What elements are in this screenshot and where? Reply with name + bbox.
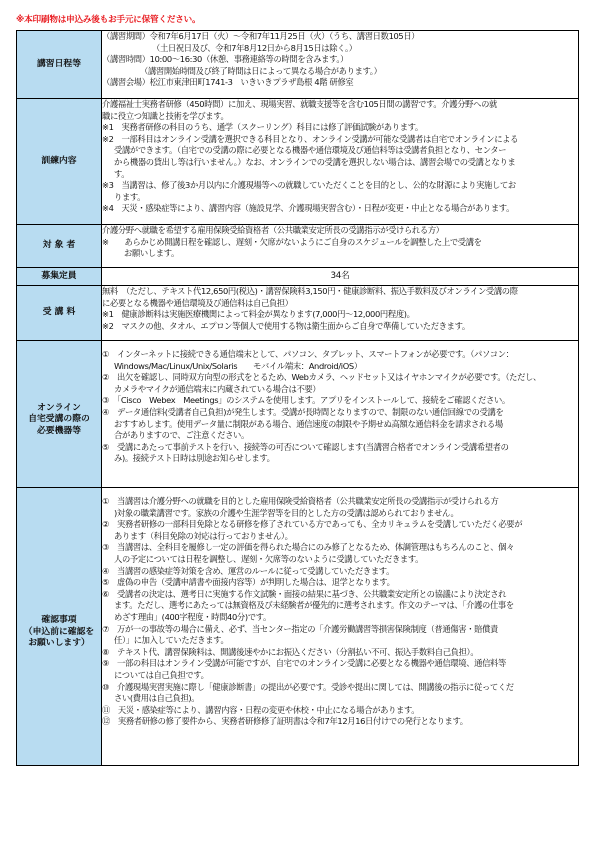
online-line: ④ データ通信料(受講者自己負担)が発生します。受講が長時間となりますので、制限のない通信回線での受講を (102, 406, 504, 417)
row-confirmation (17, 488, 579, 766)
content-line: す。 (114, 168, 130, 179)
confirm-line: 任）」に加入していただきます。 (114, 635, 229, 646)
online-line: み)。接続テスト日時は別途お知らせします。 (114, 453, 275, 464)
target-line: ※ あらかじめ開講日程を確認し、遅刻・欠席がないようにご自身のスケジュールを調整した上で受講を (102, 236, 482, 247)
row-body-fee (102, 286, 579, 341)
confirm-line: さい(費用は自己負担)。 (114, 693, 200, 704)
confirm-line: ② 実務者研修の一部科目免除となる研修を修了されている方であっても、全カリキュラムを受講していただく必要が (102, 519, 523, 530)
row-target (17, 225, 579, 268)
confirm-line: ③ 当講習は、全科目を履修し一定の評価を得られた場合にのみ修了となるため、体調管理はもちろんのこと、個々 (102, 542, 515, 553)
schedule-line: （講習期間）令和7年6月17日（火）～令和7年11月25日（火）（うち、講習日数105日） (102, 31, 420, 41)
schedule-line: （講習開始時間及び終了時間は日によって異なる場合があります。） (140, 65, 382, 76)
confirm-line: ⑪ 天災・感染症等により、講習内容・日程の変更や休校・中止になる場合があります。 (102, 704, 420, 715)
online-line: カメラやマイクが通信端末に内蔵されている場合は不要） (114, 383, 321, 394)
row-body-schedule (102, 31, 579, 99)
confirm-line: )対象の職業講習です。家族の介護や生涯学習等を目的とした方の受講は認められておりません。 (114, 507, 459, 518)
fee-line: ※1 健康診断料は実施医療機関によって料金が異なります(7,000円～12,000円程度)。 (102, 309, 415, 320)
content-line: ※4 天災・感染症等により、講習内容（施設見学、介護現場実習含む）・日程が変更・中止となる場合があります。 (102, 203, 515, 214)
row-head-fee: 受 講 料 (17, 286, 102, 341)
confirm-line: ⑥ 受講者の決定は、選考日に実施する作文試験・面接の結果に基づき、公共職業安定所との協議により決定され (102, 588, 507, 599)
confirmation-head-line: 確認事項 （申込前に確認を お願いします） (23, 615, 95, 648)
course-info-table (16, 30, 579, 766)
content-line: 職に役立つ知識と技術を学びます。 (102, 110, 229, 121)
online-line: ③ 「Cisco Webex Meetings」のシステムを使用します。アプリをインストールして、接続をご確認ください。 (102, 395, 510, 406)
fee-line: に必要となる機器や通信環境及び通信料は自己負担） (102, 297, 293, 308)
content-line: ※1 実務者研修の科目のうち、通学（スクーリング）科目には修了評価試験があります。 (102, 122, 423, 133)
confirm-line: ① 当講習は介護分野への就職を目的とした雇用保険受給資格者（公共職業安定所長の受講指示が受けられる方 (102, 496, 499, 506)
schedule-line: （土日祝日及び、令和7年8月12日から8月15日は除く。） (152, 42, 357, 53)
online-head-line: オンライン 自宅受講の際の 必要機器等 (28, 402, 90, 436)
confirm-line: ⑩ 介護現場実習実施に際し「健康診断書」の提出が必要です。受診や提出に関しては、開講後の指示に従ってくだ (102, 681, 514, 692)
row-training-content (17, 99, 579, 225)
confirm-line: 人の予定については日程を調整し、遅刻・欠席等のないように受講していただきます。 (114, 553, 424, 564)
row-head-confirmation (17, 488, 102, 766)
online-line: ① インターネットに接続できる通信端末として、パソコン、タブレット、スマートフォンが必要です。（パソコン： (102, 349, 514, 359)
online-line: ⑤ 受講にあたって事前テストを行い、接続等の可否について確認します(当講習合格者でオンライン受講希望者の (102, 441, 509, 452)
schedule-line: （講習会場）松江市東津田町1741-3 いきいきプラザ島根 4階 研修室 (102, 77, 354, 88)
row-fee (17, 286, 579, 341)
row-schedule (17, 31, 579, 99)
confirm-line: ⑦ 万が一の事故等の場合に備え、必ず、当センター指定の「介護労働講習等損害保険制度（普通傷害・賠償責 (102, 623, 498, 634)
target-line: お願いします。 (124, 248, 179, 259)
confirm-line: ます。ただし、選考にあたっては無資格及び未経験者が優先的に選考されます。作文のテーマは、「介護の仕事を (114, 600, 514, 611)
content-line: から機器の貸出し等は行いません。）なお、オンラインでの受講を選択しない場合は、講習会場での受講となりま (114, 156, 516, 167)
row-body-training-content (102, 99, 579, 225)
row-body-capacity (102, 268, 579, 286)
row-capacity (17, 268, 579, 286)
online-line: ② 出欠を確認し、同時双方向型の形式をとるため、Webカメラ、ヘッドセット又はイヤホンマイクが必要です。（ただし、 (102, 372, 541, 383)
confirm-line: ⑫ 実務者研修の修了要件から、実務者研修修了証明書は令和7年12月16日付けでの発行となります。 (102, 716, 468, 727)
content-line: ります。 (114, 191, 146, 202)
online-line: 合がありますので、ご注意ください。 (114, 430, 249, 441)
content-line: ※3 当講習は、修了後3か月以内に介護現場等への就職していただくことを目的とし、公的な財源により実施してお (102, 180, 516, 191)
row-head-training-content: 訓練内容 (17, 99, 102, 225)
row-head-schedule: 講習日程等 (17, 31, 102, 99)
row-body-target (102, 225, 579, 268)
target-line: 介護分野へ就職を希望する雇用保険受給資格者（公共職業安定所長の受講指示が受けられる方） (102, 225, 444, 235)
fee-line: ※2 マスクの他、タオル、エプロン等個人で使用する物は衛生面からご自身で準備していただきます。 (102, 320, 470, 331)
row-head-capacity: 募集定員 (17, 268, 102, 286)
confirm-line: ⑤ 虚偽の申告（受講申請書や面接内容等）が判明した場合は、退学となります。 (102, 577, 395, 588)
row-head-target: 対 象 者 (17, 225, 102, 268)
content-line: ※2 一部科目はオンライン受講を選択できる科目となり、オンライン受講が可能な受講者は自宅でオンラインによる (102, 133, 519, 144)
confirm-line: あります（科目免除の対応は行っておりません）。 (114, 530, 293, 541)
confirm-line: ⑨ 一部の科目はオンライン受講が可能ですが、自宅でのオンライン受講に必要となる機器や通信環境、通信料等 (102, 658, 506, 669)
row-head-online-equipment (17, 341, 102, 488)
row-online-equipment (17, 341, 579, 488)
retention-notice: ※本印刷物は申込み後もお手元に保管ください。 (16, 15, 201, 25)
confirm-line: ⑧ テキスト代、講習保険料は、開講後速やかにお振込ください（分割払い不可、振込手数料自己負担）。 (102, 646, 479, 657)
content-line: 受講ができます。（自宅での受講の際に必要となる機器や通信環境及び通信料等は受講者負担となり、センター (114, 145, 507, 156)
online-line: おすすめします。使用データ量に制限がある場合、通信速度の制限や予期せぬ高額な通信料金を請求される場 (114, 418, 503, 429)
capacity-value: 34名 (330, 271, 350, 282)
confirm-line: については自己負担です。 (114, 669, 209, 680)
row-body-online-equipment (102, 341, 579, 488)
schedule-line: （講習時間）10:00～16:30（休憩、事務連絡等の時間を含みます。） (102, 54, 349, 65)
row-body-confirmation (102, 488, 579, 766)
fee-line: 無料 （ただし、テキスト代12,650円(税込)・講習保険料3,150円・健康診断料、振込手数料及びオンライン受講の際 (102, 286, 518, 296)
confirm-line: ④ 当講習の感染症等対策を含め、運営のルールに従って受講していただきます。 (102, 565, 395, 576)
online-line: Windows/Mac/Linux/Unix/Solaris モバイル端末：Android/iOS） (114, 360, 362, 371)
confirm-line: めざす理由」(400字程度・時間40分)です。 (114, 611, 271, 622)
content-line: 介護福祉士実務者研修（450時間）に加え、現場実習、就職支援等を含む105日間の講習です。介護分野への就 (102, 99, 497, 109)
